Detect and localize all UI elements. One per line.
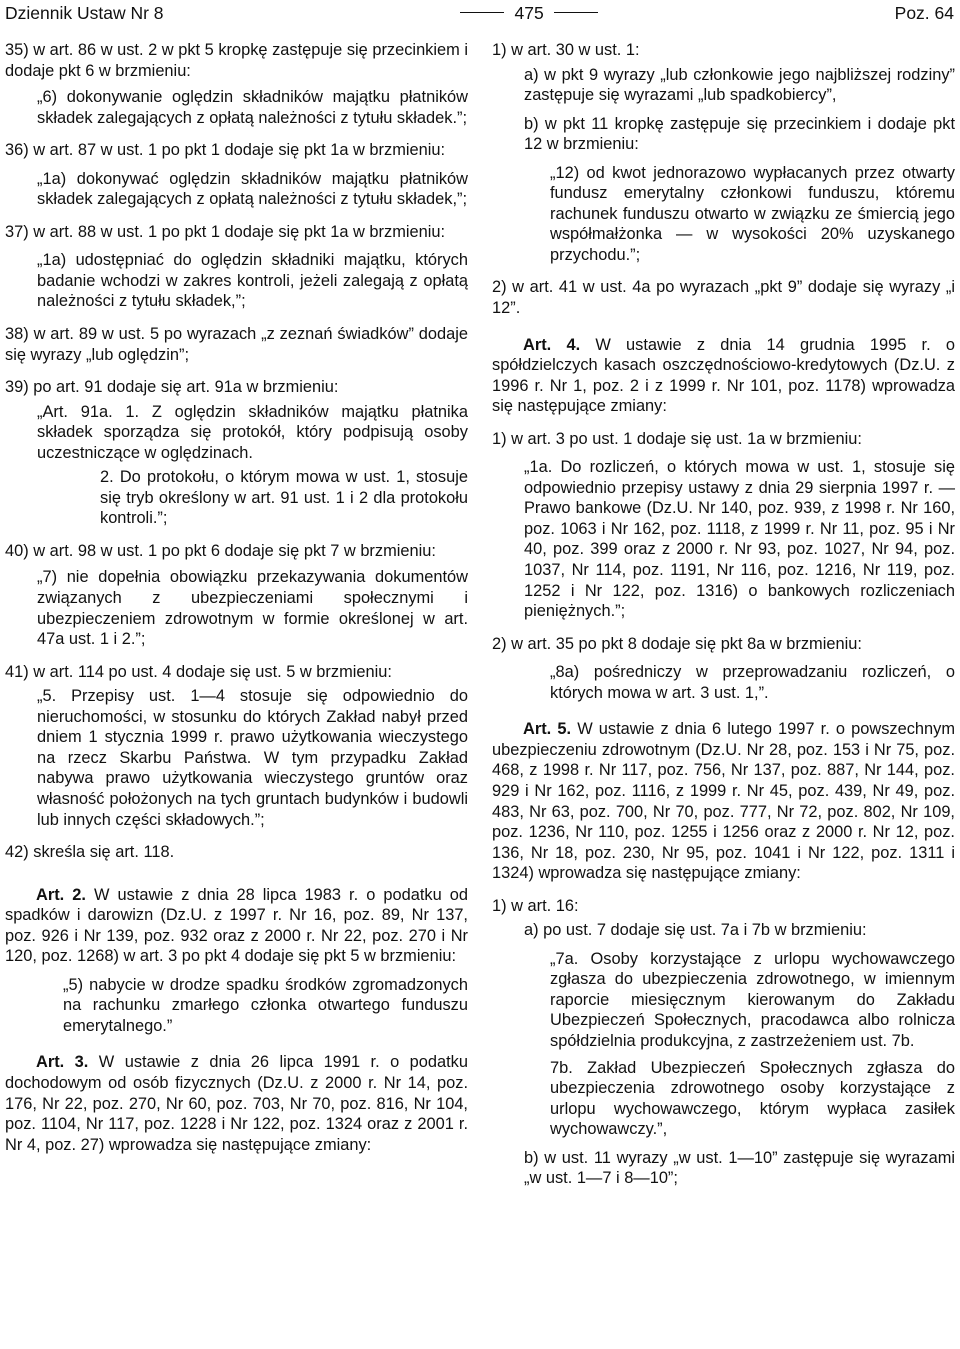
article-3: [5, 1052, 468, 1155]
article-5: [492, 719, 955, 883]
item-35-intro: 35) w art. 86 w ust. 2 w pkt 5 kropkę zastępuje się przecinkiem i dodaje pkt 6 w brzmieniu:: [5, 41, 468, 80]
position-number: Poz. 64: [894, 2, 954, 23]
article-4-text: W ustawie z dnia 14 grudnia 1995 r. o spółdzielczych kasach oszczędnościowo-kredytowych (Dz.U. z 1996 r. Nr 1, poz. 2 i z 1999 r. Nr 101, poz. 1178) wprowadza się następujące zmiany:: [492, 335, 955, 416]
art3-item-2: 2) w art. 41 w ust. 4a po wyrazach „pkt 9” dodaje się wyrazy „i 12”.: [492, 278, 955, 318]
art4-item-1-quote: „1a. Do rozliczeń, o których mowa w ust. 1, stosuje się odpowiednio przepisy ustawy z dnia 29 sierpnia 1997 r. — Prawo bankowe (Dz.U. Nr 140, poz. 939, z 1998 r. Nr 160, poz. 1063 i Nr 162, poz. 1118, z 1999 r. Nr 11, poz. 95 i Nr 40, poz. 399 oraz z 2000 r. Nr 93, poz. 1027, Nr 94, poz. 1037, Nr 114, poz. 1191, Nr 116, poz. 1216, Nr 119, poz. 1252 i Nr 122, poz. 1316) o bankowych rozliczeniach pieniężnych.”;: [524, 458, 955, 621]
item-42: 42) skreśla się art. 118.: [5, 843, 175, 862]
article-3-text: W ustawie z dnia 26 lipca 1991 r. o podatku dochodowym od osób fizycznych (Dz.U. z 2000 r. Nr 14, poz. 176, Nr 22, poz. 270, Nr 60, poz. 703, Nr 70, poz. 816, Nr 104, poz. 1104, Nr 117, poz. 1228 i Nr 122, poz. 1324 oraz z 2001 r. Nr 4, poz. 27) wprowadza się następujące zmiany:: [5, 1053, 468, 1154]
item-41-intro: 41) w art. 114 po ust. 4 dodaje się ust. 5 w brzmieniu:: [5, 662, 392, 681]
item-36-quote: „1a) dokonywać oględzin składników majątku płatników składek zalegających z opłatą należności z tytułu składek,”;: [37, 169, 468, 209]
art3-item-1b: b) w pkt 11 kropkę zastępuje się przecinkiem i dodaje pkt 12 w brzmieniu:: [524, 114, 955, 154]
art4-item-2-quote: „8a) pośredniczy w przeprowadzaniu rozliczeń, o których mowa w art. 3 ust. 1,”.: [550, 663, 955, 702]
item-39-article-head: „Art. 91a. 1. Z oględzin składników majątku płatnika składek sporządza się protokół, który podpisują osoby uczestniczące w oględzinach.: [37, 402, 468, 462]
art5-ust-7a: „7a. Osoby korzystające z urlopu wychowawczego zgłasza do ubezpieczenia zdrowotnego, w imiennym raporcie miesięcznym kierowanym do Zakładu Ubezpieczeń Społecznych, pracodawca albo rolnicza spółdzielnia produkcyjna, z zastrzeżeniem ust. 7b.: [550, 949, 955, 1050]
art5-item-1: 1) w art. 16:: [492, 896, 579, 915]
item-38: 38) w art. 89 w ust. 5 po wyrazach „z zeznań świadków” dodaje się wyrazy „lub oględzin”;: [5, 325, 468, 364]
art5-item-1b: b) w ust. 11 wyrazy „w ust. 1—10” zastępuje się wyrazami „w ust. 1—7 i 8—10”;: [524, 1148, 955, 1188]
page-header: [5, 0, 954, 26]
journal-title: Dziennik Ustaw Nr 8: [5, 2, 164, 23]
item-37-intro: 37) w art. 88 w ust. 1 po pkt 1 dodaje się pkt 1a w brzmieniu:: [5, 222, 446, 241]
art3-item-1b-quote: „12) od kwot jednorazowo wypłacanych przez otwarty fundusz emerytalny członkowi funduszu, któremu rachunek funduszu otwarto w związku ze śmiercią jego współmałżonka — w wysokości 20% uzyskanego przychodu.”;: [550, 163, 955, 264]
item-39-intro: 39) po art. 91 dodaje się art. 91a w brzmieniu:: [5, 378, 339, 397]
art4-item-1: 1) w art. 3 po ust. 1 dodaje się ust. 1a w brzmieniu:: [492, 429, 862, 448]
article-2-text: W ustawie z dnia 28 lipca 1983 r. o podatku od spadków i darowizn (Dz.U. z 1997 r. Nr 16, poz. 89, Nr 137, poz. 926 i Nr 139, poz. 932 oraz z 2000 r. Nr 22, poz. 270 i Nr 120, poz. 1268) w art. 3 po pkt 4 dodaje się pkt 5 w brzmieniu:: [5, 885, 469, 966]
page-number-block: [460, 3, 597, 24]
divider-left: [460, 12, 504, 13]
divider-right: [554, 12, 598, 13]
article-2-label: Art. 2.: [36, 885, 86, 904]
art4-item-2: 2) w art. 35 po pkt 8 dodaje się pkt 8a w brzmieniu:: [492, 634, 862, 653]
item-36-intro: 36) w art. 87 w ust. 1 po pkt 1 dodaje się pkt 1a w brzmieniu:: [5, 141, 446, 160]
left-column: [5, 40, 468, 1155]
item-39-article-ust2: 2. Do protokołu, o którym mowa w ust. 1, stosuje się tryb określony w art. 91 ust. 1 i 2 dla protokołu kontroli.”;: [100, 468, 468, 528]
art5-item-1a: a) po ust. 7 dodaje się ust. 7a i 7b w brzmieniu:: [524, 921, 867, 940]
item-37-quote: „1a) udostępniać do oględzin składniki majątku, których badanie wchodzi w zakres kontroli, jeżeli zalegają z opłatą należności z tytułu składek,”;: [37, 251, 468, 311]
art3-item-1a: a) w pkt 9 wyrazy „lub członkowie jego najbliższej rodziny” zastępuje się wyrazami „lub spadkobiercy”,: [524, 65, 955, 105]
item-40-intro: 40) w art. 98 w ust. 1 po pkt 6 dodaje się pkt 7 w brzmieniu:: [5, 541, 436, 560]
article-5-text: W ustawie z dnia 6 lutego 1997 r. o powszechnym ubezpieczeniu zdrowotnym (Dz.U. Nr 28, poz. 153 i Nr 75, poz. 468, z 1998 r. Nr 117, poz. 756, Nr 137, poz. 887, Nr 144, poz. 929 i Nr 162, poz. 1116, z 1999 r. Nr 45, poz. 439, Nr 49, poz. 483, Nr 63, poz. 700, Nr 70, poz. 777, Nr 72, poz. 802, Nr 109, poz. 1236, Nr 110, poz. 1255 i 1256 oraz z 2000 r. Nr 12, poz. 136, Nr 18, poz. 230, Nr 95, poz. 1041 i Nr 122, poz. 1311 i 1324) wprowadza się następujące zmiany:: [492, 720, 955, 883]
item-35-quote: „6) dokonywanie oględzin składników majątku płatników składek zalegających z opłatą należności z tytułu składek.”;: [37, 88, 468, 127]
article-5-label: Art. 5.: [523, 720, 572, 739]
right-column: [492, 40, 955, 1189]
article-4-label: Art. 4.: [523, 335, 581, 354]
page-number: 475: [514, 2, 544, 23]
article-2: [5, 885, 468, 967]
article-3-label: Art. 3.: [36, 1053, 89, 1072]
art3-item-1: 1) w art. 30 w ust. 1:: [492, 41, 640, 59]
art5-ust-7b: 7b. Zakład Ubezpieczeń Społecznych zgłasza do ubezpieczenia zdrowotnego osoby korzystające z urlopu wychowawczego, którym wypłaca zasiłek wychowawczy.”,: [550, 1058, 955, 1139]
article-2-quote: „5) nabycie w drodze spadku środków zgromadzonych na rachunku zmarłego członka otwartego funduszu emerytalnego.”: [63, 975, 468, 1035]
item-40-quote: „7) nie dopełnia obowiązku przekazywania dokumentów związanych z ubezpieczeniami społecznymi i ubezpieczeniem zdrowotnym w formie określonej w art. 47a ust. 1 i 2.”;: [37, 568, 468, 649]
article-4: [492, 335, 955, 417]
item-41-quote: „5. Przepisy ust. 1—4 stosuje się odpowiednio do nieruchomości, w stosunku do których Zakład nabył przed dniem 1 stycznia 1999 r. prawo użytkowania wieczystego na rzecz Skarbu Państwa. W tym przypadku Zakład nabywa prawo użytkowania wieczystego gruntów oraz własność położonych na tych gruntach budynków i budowli lub innych części składowych.”;: [37, 687, 468, 829]
